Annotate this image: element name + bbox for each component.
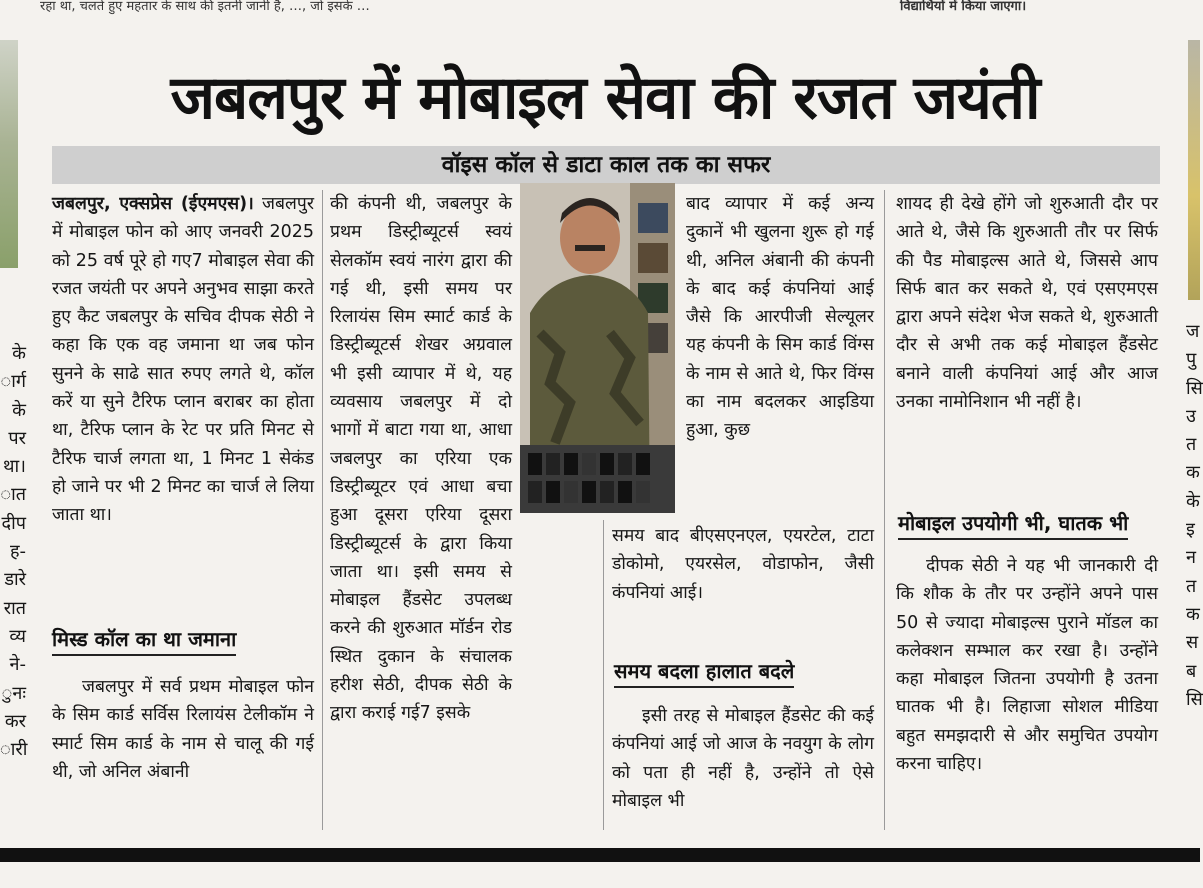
subheading-missed-call: मिस्ड कॉल का था जमाना (52, 624, 236, 656)
column-divider-1 (322, 190, 323, 830)
article-column-1-continued (52, 673, 314, 833)
dateline: जबलपुर, एक्सप्रेस (ईएमएस)। (52, 194, 254, 214)
top-strip-left-fragment: रहा था, चलते हुए महतार के साथ की इतनी जानी है, …, जो इसके … (40, 0, 370, 14)
article-column-3-continued (612, 702, 874, 832)
column-divider-3 (884, 190, 885, 830)
col2-para1-top: की कंपनी थी, जबलपुर के प्रथम डिस्ट्रीब्यूटर्स स्वयं सेलकॉम स्वयं नारंग द्वारा की गई थी, इसी समय पर रिलायंस सिम स्मार्ट कार्ड के डिस्ट्रीब्यूटर्स शेखर अग्रवाल भी इसी व्यापार में थे, यह व्यवसाय जबलपुर में दो भागों में बाटा गया था, आधा जबलपुर का एरिया एक डिस्ट्रीब्यूटर एवं आधा बचा हुआ दूसरा एरिया दूसरा डिस्ट्रीब्यूटर्स के द्वारा किया जाता था। इसी समय से मोबाइल हैंडसेट उपलब्ध करने की शुरुआत मॉर्डन रोड स्थित दुकान के संचालक हरीश सेठी, दीपक सेठी के द्वारा कराई गई7 इसके (330, 194, 512, 724)
photo-deepak-sethi (520, 183, 675, 513)
subheadline: वॉइस कॉल से डाटा काल तक का सफर (441, 152, 771, 178)
article-column-2 (330, 190, 512, 724)
col3-para1-top: बाद व्यापार में कई अन्य दुकानें भी खुलना शुरू हो गई थी, अनिल अंबानी की कंपनी के बाद कई कंपनियां आई जैसे कि आरपीजी सेल्यूलर यह कंपनी के सिम कार्ड विंग्स के नाम से आते थे, फिर विंग्स का नाम बदलकर आइडिया हुआ, कुछ (686, 194, 874, 441)
top-strip (0, 0, 1200, 18)
article-column-4-continued (896, 552, 1158, 832)
col1-para2: जबलपुर में सर्व प्रथम मोबाइल फोन के सिम कार्ड सर्विस रिलायंस टेलीकॉम ने स्मार्ट सिम कार्ड के नाम से चालू की गई थी, जो अनिल अंबानी (52, 677, 314, 782)
photo-illustration (520, 183, 675, 513)
adjacent-column-left: के ार्ग के पर था। ात दीप ह- डारे रात व्य ने- ुनः कर ारी (0, 343, 28, 761)
adjacent-column-right: ज पु सि उ त क के इ न त क स ब सि (1186, 321, 1203, 710)
article-column-3-wide (612, 522, 874, 642)
article-column-3 (686, 190, 874, 520)
col4-para2: दीपक सेठी ने यह भी जानकारी दी कि शौक के तौर पर उन्होंने अपने पास 50 से ज्यादा मोबाइल्स पुराने मॉडल का कलेक्शन सम्भाल कर रखा है। उन्होंने कहा मोबाइल जितना उपयोगी है उतना घातक भी है। लिहाजा सोशल मीडिया बहुत समझदारी से और समुचित उपयोग करना चाहिए। (896, 556, 1158, 775)
col1-para1: जबलपुर में मोबाइल फोन को आए जनवरी 2025 को 25 वर्ष पूरे हो गए7 मोबाइल सेवा की रजत जयंती पर अपने अनुभव साझा करते हुए कैट जबलपुर के सचिव दीपक सेठी ने कहा कि एक वह जमाना था जब फोन सुनने के साढे सात रुपए लगते थे, कॉल करें या सुने टैरिफ प्लान बराबर का होता था, टैरिफ प्लान के रेट पर प्रति मिनट से टैरिफ चार्ज लगता था, 1 मिनट 1 सेकंड हो जाने पर भी 2 मिनट का चार्ज ले लिया जाता था। (52, 194, 314, 526)
col3-para2: इसी तरह से मोबाइल हैंडसेट की कई कंपनियां आई जो आज के नवयुग के लोग को पता ही नहीं है, उन्होंने तो ऐसे मोबाइल भी (612, 706, 874, 811)
subheading-useful-and-dangerous: मोबाइल उपयोगी भी, घातक भी (898, 508, 1128, 540)
column-divider-2 (603, 520, 604, 830)
headline: जबलपुर में मोबाइल सेवा की रजत जयंती (170, 63, 1040, 133)
article-column-1 (52, 190, 314, 615)
article-column-4 (896, 190, 1158, 500)
adjacent-photo-left (0, 40, 18, 268)
col4-para1: शायद ही देखे होंगे जो शुरुआती दौर पर आते थे, जैसे कि शुरुआती तौर पर सिर्फ की पैड मोबाइल्स आते थे, जिससे आप सिर्फ बात कर सकते थे, एवं एसएमएस द्वारा अपने संदेश भेज सकते थे, शुरुआती दौर से अभी तक कई मोबाइल हैंडसेट बनाने वाली कंपनियां आई और आज उनका नामोनिशान भी नहीं है। (896, 194, 1158, 413)
subheading-time-changed: समय बदला हालात बदले (614, 656, 794, 688)
bottom-rule (0, 848, 1200, 862)
top-strip-right-fragment: विद्यार्थियों में किया जाएगा। (900, 0, 1027, 14)
col3-para1-bottom: समय बाद बीएसएनएल, एयरटेल, टाटा डोकोमो, एयरसेल, वोडाफोन, जैसी कंपनियां आई। (612, 526, 874, 603)
adjacent-photo-right (1188, 40, 1200, 300)
subheadline-bar (52, 146, 1160, 184)
